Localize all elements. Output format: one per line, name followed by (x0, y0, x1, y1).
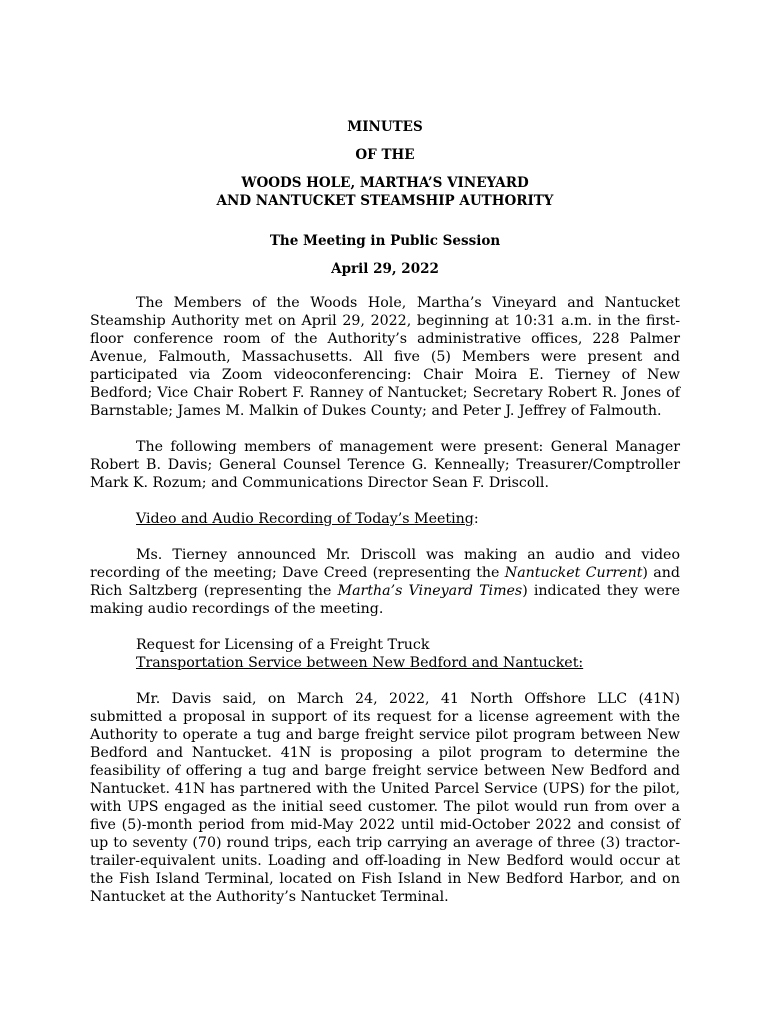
members-paragraph: The Members of the Woods Hole, Martha’s Vineyard and Nantucket Steamship Authority met on April 29, 2022, beginning at 10:31 a.m. in the first-floor conference room of the Authority’s administrative offices, 228 Palmer Avenue, Falmouth, Massachusetts. All five (5) Members were present and participated via Zoom videoconferencing: Chair Moira E. Tierney of New Bedford; Vice Chair Robert F. Ranney of Nantucket; Secretary Robert R. Jones of Barnstable; James M. Malkin of Dukes County; and Peter J. Jeffrey of Falmouth. (90, 295, 680, 419)
freight-section-heading (90, 636, 680, 672)
doc-title: MINUTES (347, 119, 423, 135)
recording-paragraph (90, 546, 680, 618)
recording-heading-colon: : (473, 511, 479, 527)
recording-text-2: ) and Rich Saltzberg (representing the (90, 565, 680, 599)
freight-heading-line1: Request for Licensing of a Freight Truck (136, 637, 430, 653)
meeting-date: April 29, 2022 (331, 261, 439, 277)
authority-name-line2: AND NANTUCKET STEAMSHIP AUTHORITY (216, 193, 554, 209)
management-paragraph: The following members of management were present: General Manager Robert B. Davis; General Counsel Terence G. Kenneally; Treasurer/Comptroller Mark K. Rozum; and Communications Director Sean F. Driscoll. (90, 439, 680, 491)
recording-text-3: ) indicated they were making audio recordings of the meeting. (90, 583, 680, 617)
authority-name-line1: WOODS HOLE, MARTHA’S VINEYARD (241, 175, 529, 191)
publication-name: Nantucket Current (504, 565, 643, 581)
recording-section-heading (90, 510, 680, 528)
doc-title-of-the: OF THE (355, 147, 415, 163)
session-title: The Meeting in Public Session (269, 233, 501, 249)
recording-text-1: Ms. Tierney announced Mr. Driscoll was making an audio and video recording of the meeting; Dave Creed (representing the (90, 547, 680, 581)
publication-name: Martha’s Vineyard Times (337, 583, 523, 599)
freight-paragraph: Mr. Davis said, on March 24, 2022, 41 North Offshore LLC (41N) submitted a proposal in support of its request for a license agreement with the Authority to operate a tug and barge freight service pilot program between New Bedford and Nantucket. 41N is proposing a pilot program to determine the feasibility of offering a tug and barge freight service between New Bedford and Nantucket. 41N has partnered with the United Parcel Service (UPS) for the pilot, with UPS engaged as the initial seed customer. The pilot would run from over a five (5)-month period from mid-May 2022 until mid-October 2022 and consist of up to seventy (70) round trips, each trip carrying an average of three (3) tractor-trailer-equivalent units. Loading and off-loading in New Bedford would occur at the Fish Island Terminal, located on Fish Island in New Bedford Harbor, and on Nantucket at the Authority’s Nantucket Terminal. (90, 691, 680, 905)
recording-heading-text: Video and Audio Recording of Today’s Meeting (136, 511, 474, 527)
document-page (90, 118, 680, 906)
freight-heading-line2: Transportation Service between New Bedford and Nantucket: (136, 655, 584, 671)
